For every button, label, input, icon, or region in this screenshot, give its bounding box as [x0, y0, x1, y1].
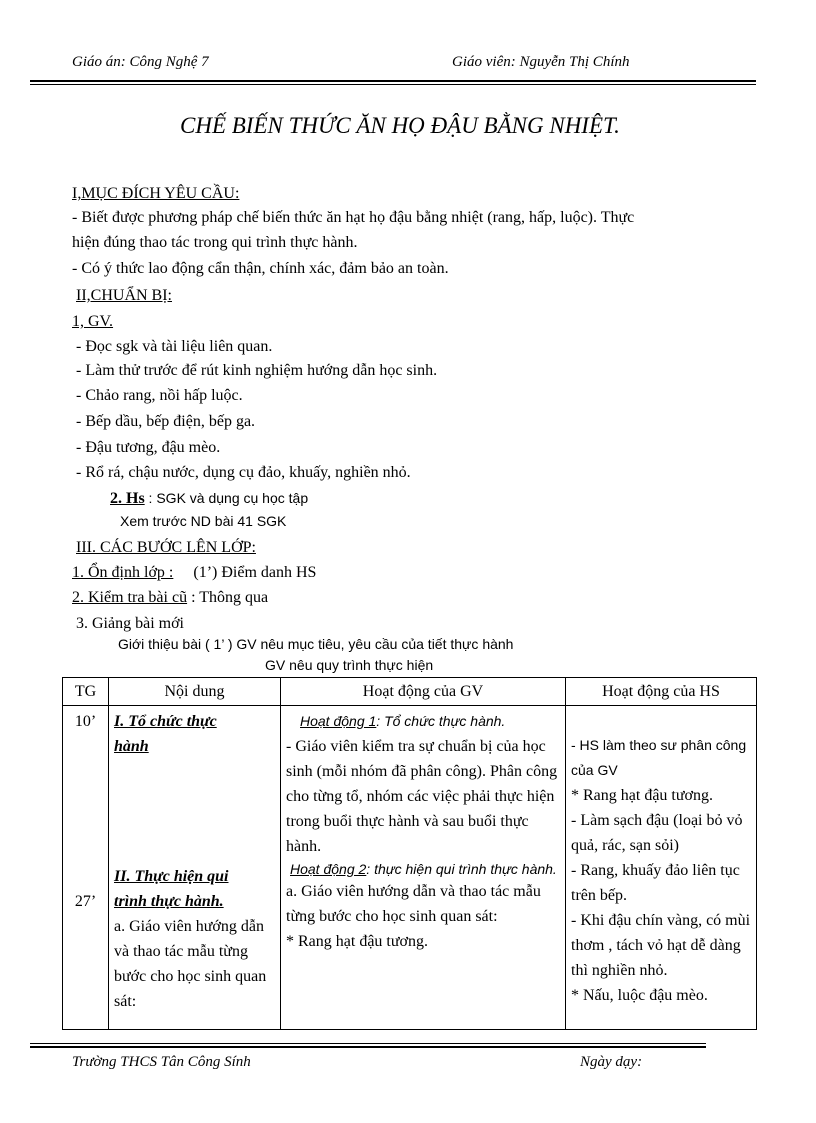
header-content: Nội dung	[109, 678, 281, 706]
lesson-table	[62, 677, 757, 1030]
gv-text3: * Rang hạt đậu tương.	[286, 933, 428, 950]
section1-line3: - Có ý thức lao động cẩn thận, chính xác, đảm bảo an toàn.	[72, 260, 449, 277]
table-row	[63, 706, 757, 1030]
section1-line1: - Biết được phương pháp chế biến thức ăn hạt họ đậu bằng nhiệt (rang, hấp, luộc). Thực	[72, 209, 635, 226]
tg-27: 27’	[74, 893, 97, 910]
header-rule	[30, 80, 756, 82]
tg-10: 10’	[74, 713, 97, 730]
step2	[72, 585, 268, 610]
header-subject: Giáo án: Công Nghệ 7	[72, 54, 209, 70]
step1-text: (1’) Điểm danh HS	[193, 564, 317, 581]
footer-date: Ngày dạy:	[580, 1054, 643, 1070]
header-rule-thin	[30, 84, 756, 85]
gv-item: - Bếp dầu, bếp điện, bếp ga.	[76, 413, 256, 430]
hs-cell	[566, 706, 757, 1030]
section1-line2: hiện đúng thao tác trong qui trình thực hành.	[72, 234, 358, 251]
gv-text2: a. Giáo viên hướng dẫn và thao tác mẫu từng bước cho học sinh quan sát:	[286, 883, 541, 925]
footer-rule-thin	[30, 1043, 706, 1044]
gv-activity1-text: : Tổ chức thực hành.	[376, 713, 506, 729]
gv-item: - Đọc sgk và tài liệu liên quan.	[76, 338, 273, 355]
header-hs: Hoạt động của HS	[566, 678, 757, 706]
table-header-row	[63, 678, 757, 706]
gv-heading: 1, GV.	[72, 313, 114, 330]
header-tg: TG	[63, 678, 109, 706]
hs-text3: - Làm sạch đậu (loại bỏ vỏ quả, rác, sạn sỏi)	[571, 812, 743, 854]
gv-cell	[281, 706, 566, 1030]
gv-activity2-text: : thực hiện qui trình thực hành.	[366, 861, 557, 877]
section3-heading: III. CÁC BƯỚC LÊN LỚP:	[76, 539, 256, 556]
content-cell	[109, 706, 281, 1030]
step1-label: 1. Ổn định lớp :	[72, 564, 174, 581]
gv-activity1	[300, 709, 560, 734]
content-part2a: a. Giáo viên hướng dẫn và thao tác mẫu từng bước cho học sinh quan sát:	[114, 918, 267, 1010]
hs-text1: - HS làm theo sư phân công của GV	[571, 737, 747, 778]
footer-school: Trường THCS Tân Công Sính	[72, 1054, 251, 1070]
gv-text1: - Giáo viên kiểm tra sự chuẩn bị của học sinh (mỗi nhóm đã phân công). Phân công cho từng tổ, nhóm các việc phải thực hiện trong buổi thực hành và sau buổi thực hành.	[286, 738, 558, 855]
hs-line	[110, 487, 308, 510]
intro-line2: GV nêu quy trình thực hiện	[265, 657, 434, 673]
gv-activity1-label: Hoạt động 1	[300, 713, 377, 729]
hs-label: 2. Hs	[110, 490, 145, 507]
gv-item: - Rổ rá, chậu nước, dụng cụ đảo, khuấy, nghiền nhỏ.	[76, 464, 411, 481]
section2-heading: II,CHUẨN BỊ:	[76, 287, 172, 304]
hs-text6: * Nấu, luộc đậu mèo.	[571, 987, 708, 1004]
gv-activity2-label: Hoạt động 2	[290, 861, 367, 877]
header-gv: Hoạt động của GV	[281, 678, 566, 706]
gv-item: - Làm thử trước để rút kinh nghiệm hướng dẫn học sinh.	[76, 362, 438, 379]
step1	[72, 560, 316, 585]
tg-cell	[63, 706, 109, 1030]
hs-text2: * Rang hạt đậu tương.	[571, 787, 713, 804]
hs-line2: Xem trước ND bài 41 SGK	[120, 513, 287, 529]
gv-item: - Đậu tương, đậu mèo.	[76, 439, 221, 456]
gv-activity2	[290, 859, 560, 879]
footer-rule	[30, 1046, 706, 1048]
step3: 3. Giảng bài mới	[76, 615, 184, 632]
document-title: CHẾ BIẾN THỨC ĂN HỌ ĐẬU BẰNG NHIỆT.	[180, 113, 620, 138]
step2-label: 2. Kiểm tra bài cũ	[72, 589, 188, 606]
intro-line1: Giới thiệu bài ( 1’ ) GV nêu mục tiêu, yêu cầu của tiết thực hành	[118, 636, 514, 652]
content-part2: II. Thực hiện qui trình thực hành.	[114, 868, 229, 910]
header-teacher: Giáo viên: Nguyễn Thị Chính	[452, 54, 630, 70]
hs-text: : SGK và dụng cụ học tập	[144, 490, 309, 506]
hs-text5: - Khi đậu chín vàng, có mùi thơm , tách vỏ hạt dễ dàng thì nghiền nhỏ.	[571, 912, 751, 979]
section1-heading: I,MỤC ĐÍCH YÊU CẦU:	[72, 185, 240, 202]
step2-text: : Thông qua	[187, 589, 269, 606]
hs-text4: - Rang, khuấy đảo liên tục trên bếp.	[571, 862, 740, 904]
gv-item: - Chảo rang, nồi hấp luộc.	[76, 387, 243, 404]
content-part1: I. Tổ chức thực hành	[114, 713, 217, 755]
